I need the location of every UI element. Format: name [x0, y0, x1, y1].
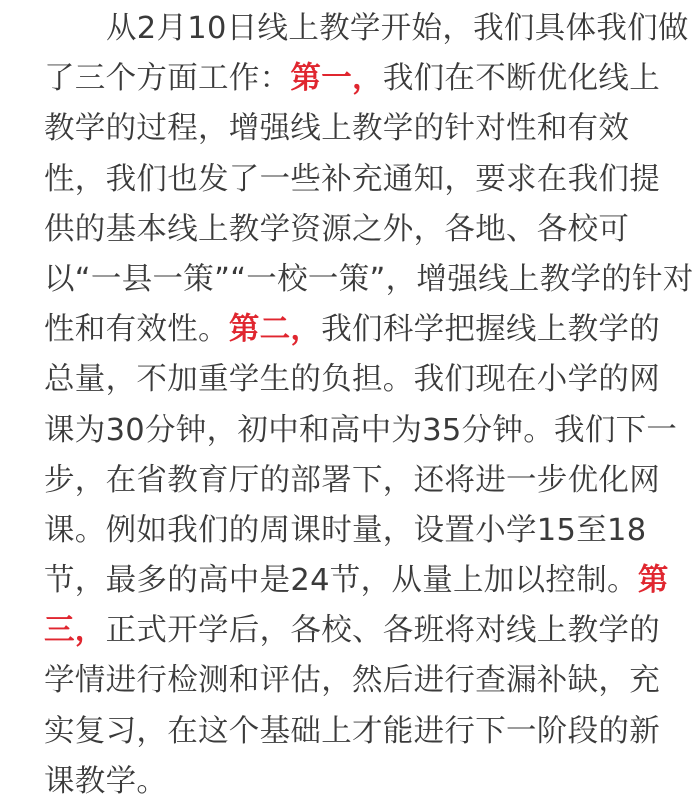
- text-line: [44, 506, 660, 556]
- highlight-third-start: 第: [637, 563, 669, 599]
- text-line: [44, 54, 660, 104]
- text-segment: 总量，不加重学生的负担。我们现在小学的网: [44, 362, 660, 398]
- text-segment: 正式开学后，各校、各班将对线上教学的: [105, 613, 661, 649]
- text-line: [44, 355, 660, 405]
- highlight-second: 第二，: [228, 312, 322, 348]
- text-segment: 课为30分钟，初中和高中为35分钟。我们下一: [44, 412, 678, 448]
- text-line: [44, 707, 660, 757]
- text-segment: 实复习，在这个基础上才能进行下一阶段的新: [44, 713, 660, 749]
- text-line: [44, 656, 660, 706]
- text-segment: 步，在省教育厅的部署下，还将进一步优化网: [44, 462, 660, 498]
- text-segment: 教学的过程，增强线上教学的针对性和有效: [44, 111, 630, 147]
- text-segment: 性和有效性。: [44, 312, 229, 348]
- text-segment: 从2月10日线上教学开始，我们具体我们做: [106, 11, 689, 46]
- text-line: [44, 104, 660, 154]
- article-body: [44, 0, 694, 807]
- text-line: [44, 757, 660, 807]
- text-segment: 性，我们也发了一些补充通知，要求在我们提: [44, 161, 660, 197]
- text-segment: 了三个方面工作：: [44, 61, 291, 97]
- text-line: [44, 456, 660, 506]
- text-segment: 课教学。: [44, 763, 168, 799]
- text-line: [44, 556, 669, 606]
- text-line: [44, 4, 689, 54]
- text-line: [44, 606, 660, 656]
- text-segment: 学情进行检测和评估，然后进行查漏补缺，充: [44, 663, 660, 699]
- text-line: [44, 406, 678, 456]
- text-segment: 以“一县一策”“一校一策”，增强线上教学的针对: [44, 261, 694, 297]
- text-segment: 供的基本线上教学资源之外，各地、各校可: [44, 211, 630, 247]
- text-segment: 我们在不断优化线上: [382, 61, 661, 97]
- text-line: [44, 305, 660, 355]
- text-line: [44, 155, 660, 205]
- text-segment: 节，最多的高中是24节，从量上加以控制。: [44, 563, 638, 599]
- text-segment: 我们科学把握线上教学的: [321, 312, 661, 348]
- text-segment: 课。例如我们的周课时量，设置小学15至18: [44, 512, 647, 548]
- text-line: [44, 255, 694, 305]
- highlight-first: 第一，: [290, 61, 383, 97]
- text-line: [44, 205, 660, 255]
- highlight-third-end: 三，: [44, 613, 106, 649]
